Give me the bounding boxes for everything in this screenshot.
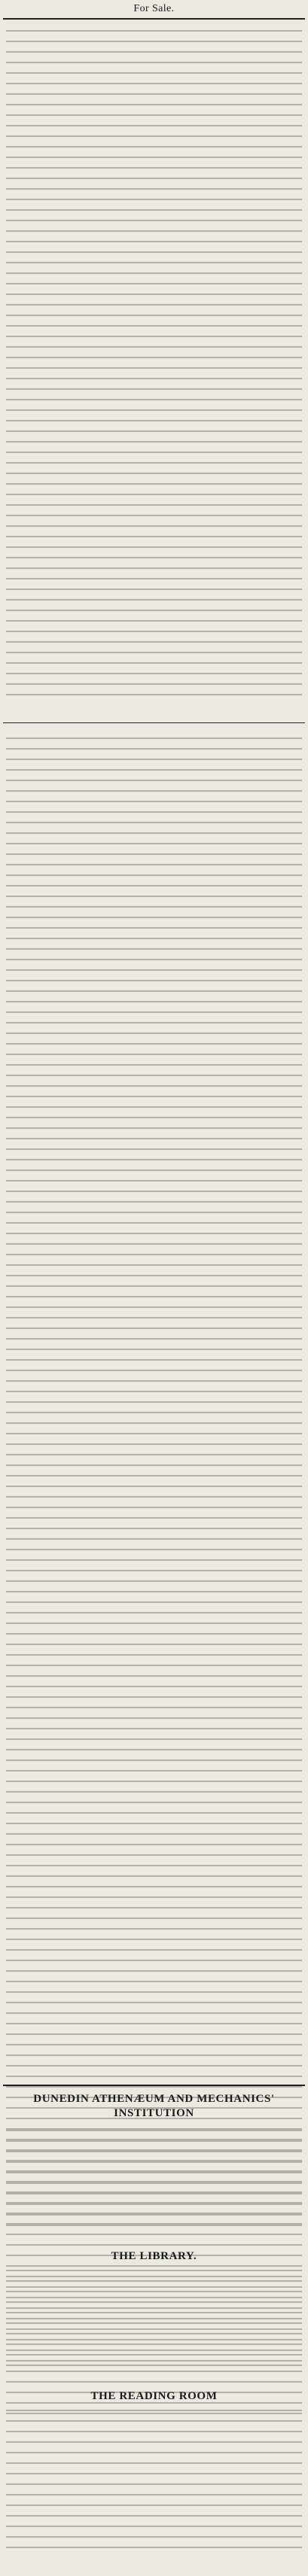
illegible-text-block [6, 738, 302, 2092]
illegible-text-block [6, 2270, 302, 2375]
divider [3, 18, 305, 20]
illegible-text-block [6, 2130, 302, 2235]
library-heading: THE LIBRARY. [111, 2250, 197, 2262]
divider [3, 722, 305, 723]
reading-room-heading: THE READING ROOM [90, 2390, 218, 2402]
top-heading: For Sale. [133, 3, 175, 14]
illegible-text-block [6, 2410, 302, 2568]
divider [3, 2085, 305, 2086]
illegible-text-block [6, 30, 302, 707]
section-heading-athenaeum: DUNEDIN ATHENÆUM AND MECHANICS' INSTITUTION [33, 2093, 275, 2119]
